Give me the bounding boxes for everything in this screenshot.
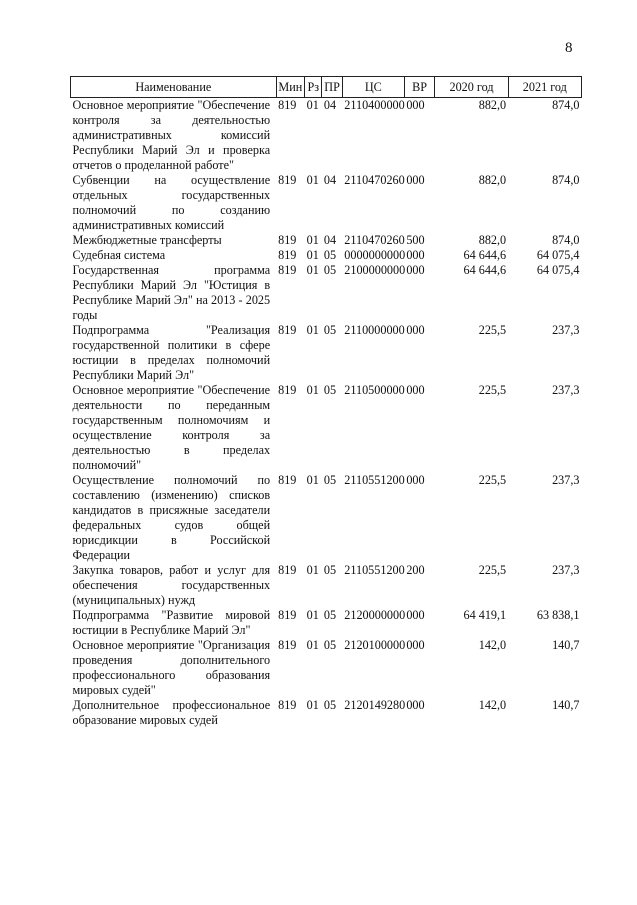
table-row: [71, 98, 582, 174]
row-cs: 2100000000: [344, 263, 406, 277]
row-pr: 05: [323, 608, 337, 622]
row-cs: 2110470260: [344, 233, 405, 247]
row-name: Основное мероприятие "Обеспечение контроля за деятельностью административных комиссий Республики Марий Эл и проверка отчетов о проделанной работе": [72, 98, 271, 172]
row-2021: 140,7: [552, 638, 580, 652]
table-row: [71, 173, 582, 233]
header-2020: 2020 год: [435, 77, 508, 98]
row-vr: 000: [406, 263, 425, 277]
row-min: 819: [278, 473, 297, 487]
row-name: Дополнительное профессиональное образование мировых судей: [72, 698, 271, 727]
row-pr: 05: [323, 263, 337, 277]
row-pr: 05: [323, 383, 337, 397]
row-pr: 04: [323, 98, 337, 112]
row-min: 819: [278, 563, 297, 577]
table-row: [71, 248, 582, 263]
row-name: Подпрограмма "Реализация государственной политики в сфере юстиции в пределах полномочий Республики Марий Эл": [72, 323, 271, 382]
row-2020: 225,5: [478, 383, 507, 397]
row-2020: 142,0: [478, 638, 507, 652]
row-2020: 64 419,1: [463, 608, 507, 622]
row-vr: 000: [406, 98, 425, 112]
row-2020: 225,5: [478, 323, 507, 337]
row-min: 819: [278, 248, 297, 262]
budget-table: [70, 76, 582, 728]
row-min: 819: [278, 173, 297, 187]
row-cs: 2120000000: [344, 608, 406, 622]
row-vr: 000: [406, 323, 425, 337]
row-pr: 05: [323, 248, 337, 262]
row-rz: 01: [306, 563, 319, 577]
header-cs: ЦС: [342, 77, 404, 98]
row-name: Основное мероприятие "Организация проведения дополнительного профессионального образования мировых судей": [72, 638, 271, 697]
row-2021: 237,3: [552, 383, 580, 397]
row-min: 819: [278, 323, 297, 337]
page-number: 8: [565, 40, 573, 56]
row-rz: 01: [306, 173, 319, 187]
row-rz: 01: [306, 698, 319, 712]
row-cs: 2120100000: [344, 638, 406, 652]
row-min: 819: [278, 263, 297, 277]
row-vr: 000: [406, 698, 425, 712]
row-min: 819: [278, 608, 297, 622]
row-pr: 05: [323, 638, 337, 652]
table-row: [71, 638, 582, 698]
header-pr: ПР: [322, 77, 342, 98]
row-pr: 05: [323, 323, 337, 337]
row-2021: 237,3: [552, 563, 580, 577]
table-header-row: [71, 77, 582, 98]
row-2021: 64 075,4: [536, 263, 580, 277]
row-cs: 2120149280: [344, 698, 406, 712]
row-cs: 2110400000: [344, 98, 405, 112]
row-2021: 140,7: [552, 698, 580, 712]
row-2020: 882,0: [478, 98, 507, 112]
row-rz: 01: [306, 233, 319, 247]
row-2020: 225,5: [478, 473, 507, 487]
row-vr: 000: [406, 383, 425, 397]
row-rz: 01: [306, 608, 319, 622]
row-rz: 01: [306, 473, 319, 487]
row-2020: 142,0: [478, 698, 507, 712]
row-min: 819: [278, 638, 297, 652]
row-cs: 2110551200: [344, 473, 405, 487]
table-row: [71, 698, 582, 728]
row-name: Подпрограмма "Развитие мировой юстиции в Республике Марий Эл": [72, 608, 271, 637]
row-pr: 04: [323, 233, 337, 247]
table-row: [71, 233, 582, 248]
header-name: Наименование: [71, 77, 277, 98]
row-2020: 882,0: [478, 173, 507, 187]
row-rz: 01: [306, 638, 319, 652]
row-2021: 63 838,1: [536, 608, 580, 622]
row-2021: 874,0: [552, 173, 580, 187]
row-2020: 64 644,6: [463, 248, 507, 262]
row-name: Осуществление полномочий по составлению (изменению) списков кандидатов в присяжные заседатели федеральных судов общей юрисдикции в Российской Федерации: [72, 473, 271, 562]
row-rz: 01: [306, 263, 319, 277]
row-name: Субвенции на осуществление отдельных государственных полномочий по созданию административных комиссий: [72, 173, 271, 232]
table-body: [71, 98, 582, 729]
row-cs: 2110000000: [344, 323, 405, 337]
header-rz: Рз: [305, 77, 322, 98]
table-row: [71, 563, 582, 608]
row-pr: 04: [323, 173, 337, 187]
header-min: Мин: [276, 77, 305, 98]
header-vr: ВР: [404, 77, 435, 98]
row-name: Закупка товаров, работ и услуг для обеспечения государственных (муниципальных) нужд: [72, 563, 271, 607]
row-2021: 874,0: [552, 98, 580, 112]
row-pr: 05: [323, 563, 337, 577]
table-row: [71, 383, 582, 473]
row-2021: 64 075,4: [536, 248, 580, 262]
row-vr: 000: [406, 638, 425, 652]
row-pr: 05: [323, 698, 337, 712]
row-rz: 01: [306, 323, 319, 337]
row-vr: 000: [406, 473, 425, 487]
row-2020: 882,0: [478, 233, 507, 247]
header-2021: 2021 год: [508, 77, 581, 98]
row-vr: 000: [406, 173, 425, 187]
row-vr: 200: [406, 563, 425, 577]
table-row: [71, 323, 582, 383]
row-vr: 000: [406, 608, 425, 622]
table-row: [71, 608, 582, 638]
row-rz: 01: [306, 248, 319, 262]
row-rz: 01: [306, 383, 319, 397]
row-2020: 225,5: [478, 563, 507, 577]
row-min: 819: [278, 233, 297, 247]
row-2021: 237,3: [552, 323, 580, 337]
row-name: Государственная программа Республики Марий Эл "Юстиция в Республике Марий Эл" на 2013 - 2025 годы: [72, 263, 271, 322]
row-vr: 500: [406, 233, 425, 247]
row-2021: 874,0: [552, 233, 580, 247]
row-cs: 0000000000: [344, 248, 406, 262]
row-name: Основное мероприятие "Обеспечение деятельности по переданным государственным полномочиям и осуществление контроля за деятельностью в пределах полномочий": [72, 383, 271, 472]
row-cs: 2110500000: [344, 383, 405, 397]
row-pr: 05: [323, 473, 337, 487]
table-row: [71, 263, 582, 323]
row-min: 819: [278, 698, 297, 712]
row-name: Межбюджетные трансферты: [72, 233, 222, 247]
row-cs: 2110470260: [344, 173, 405, 187]
row-min: 819: [278, 383, 297, 397]
row-2020: 64 644,6: [463, 263, 507, 277]
row-name: Судебная система: [72, 248, 166, 262]
row-cs: 2110551200: [344, 563, 405, 577]
row-vr: 000: [406, 248, 425, 262]
row-2021: 237,3: [552, 473, 580, 487]
table-row: [71, 473, 582, 563]
row-rz: 01: [306, 98, 319, 112]
row-min: 819: [278, 98, 297, 112]
